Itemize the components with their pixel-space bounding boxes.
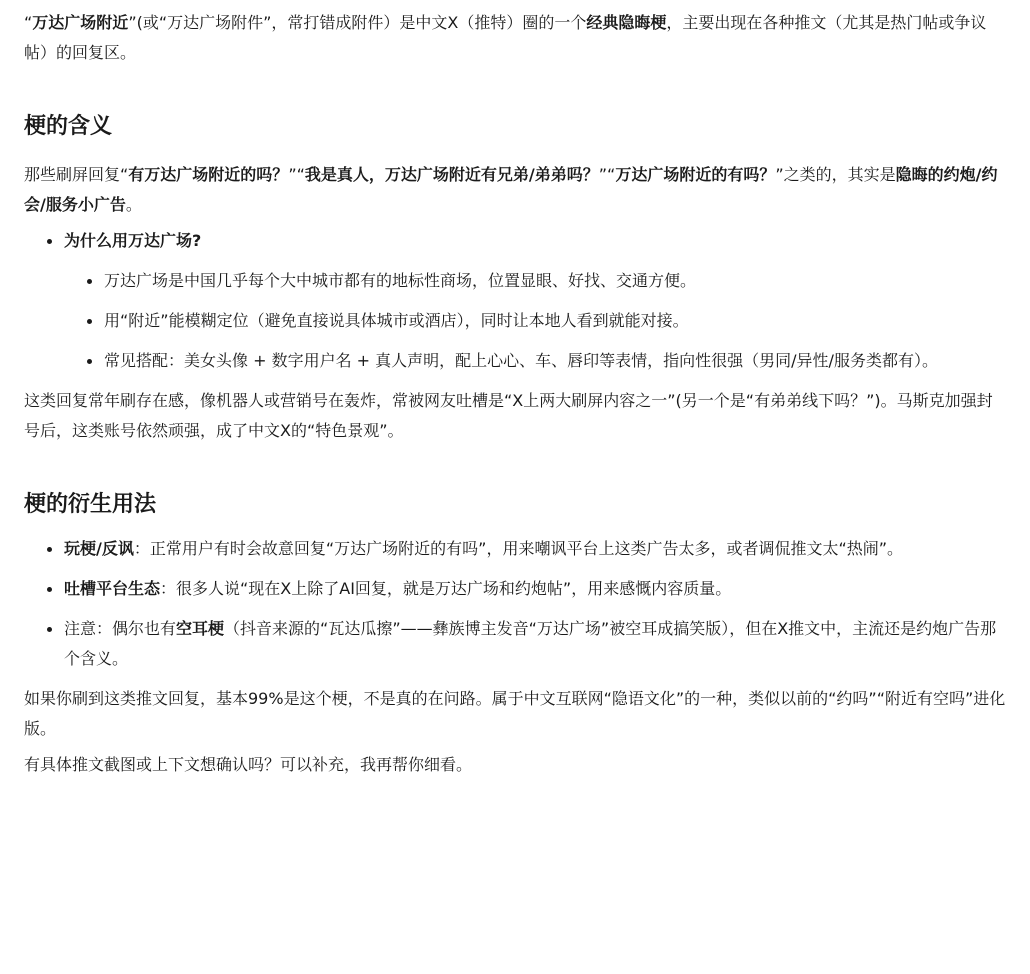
- meaning-bold: 隐晦的约炮/约会/服务小广告: [24, 165, 998, 214]
- why-list: [24, 226, 1006, 376]
- list-item-reason: 常见搭配：美女头像 + 数字用户名 + 真人声明，配上心心、车、唇印等表情，指向性很强（男同/异性/服务类都有）。: [64, 346, 1006, 376]
- after-list-paragraph: 这类回复常年刷存在感，像机器人或营销号在轰炸，常被网友吐槽是“X上两大刷屏内容之一”(另一个是“有弟弟线下吗？”)。马斯克加强封号后，这类账号依然顽强，成了中文X的“特色景观”。: [24, 391, 993, 440]
- derived-text: （抖音来源的“瓦达瓜擦”——彝族博主发音“万达广场”被空耳成搞笑版），但在X推文中，主流还是约炮广告那个含义。: [64, 619, 997, 668]
- meaning-text-d: ”之类的，其实是: [775, 165, 896, 184]
- reasons-list: [64, 266, 1006, 376]
- meaning-paragraph: [24, 160, 1006, 220]
- list-item-why: [24, 226, 1006, 376]
- why-heading: 为什么用万达广场?: [64, 231, 202, 250]
- meaning-quote-1: 有万达广场附近的吗？: [128, 165, 289, 184]
- derived-pre: 注意：偶尔也有: [64, 619, 177, 638]
- heading-derived: 梗的衍生用法: [24, 492, 157, 517]
- meaning-text-b: ”“: [288, 165, 305, 184]
- conclusion-paragraph: 如果你刷到这类推文回复，基本99%是这个梗，不是真的在问路。属于中文互联网“隐语文化”的一种，类似以前的“约吗”“附近有空吗”进化版。: [24, 689, 1006, 738]
- derived-list: [24, 534, 1006, 674]
- list-item-derived: [24, 534, 1006, 564]
- meaning-text-c: ”“: [598, 165, 616, 184]
- derived-text: ：正常用户有时会故意回复“万达广场附近的有吗”，用来嘲讽平台上这类广告太多，或者调侃推文太“热闹”。: [133, 539, 904, 558]
- intro-paragraph: [24, 8, 1006, 68]
- list-item-derived: [24, 614, 1006, 674]
- meaning-quote-3: 万达广场附近的有吗？: [615, 165, 776, 184]
- closing-paragraph: 有具体推文截图或上下文想确认吗？可以补充，我再帮你细看。: [24, 755, 473, 774]
- derived-bold: 玩梗/反讽: [64, 539, 134, 558]
- derived-text: ：很多人说“现在X上除了AI回复，就是万达广场和约炮帖”，用来感慨内容质量。: [160, 579, 732, 598]
- heading-meaning: 梗的含义: [24, 114, 113, 139]
- list-item-derived: [24, 574, 1006, 604]
- intro-term: 万达广场附近: [32, 13, 129, 32]
- meaning-text-a: 那些刷屏回复“: [24, 165, 129, 184]
- derived-bold: 空耳梗: [176, 619, 225, 638]
- intro-classic: 经典隐晦梗: [586, 13, 667, 32]
- intro-quote-open: “: [24, 13, 33, 32]
- list-item-reason: 万达广场是中国几乎每个大中城市都有的地标性商场，位置显眼、好找、交通方便。: [64, 266, 1006, 296]
- derived-bold: 吐槽平台生态: [64, 579, 161, 598]
- intro-text-a: ”(或“万达广场附件”，常打错成附件）是中文X（推特）圈的一个: [128, 13, 587, 32]
- list-item-reason: 用“附近”能模糊定位（避免直接说具体城市或酒店），同时让本地人看到就能对接。: [64, 306, 1006, 336]
- meaning-text-end: 。: [125, 195, 142, 214]
- meaning-quote-2: 我是真人，万达广场附近有兄弟/弟弟吗？: [304, 165, 599, 184]
- intro-text-b: ，主要出现在各种推文（尤其是热门帖或争议帖）的回复区。: [24, 13, 987, 62]
